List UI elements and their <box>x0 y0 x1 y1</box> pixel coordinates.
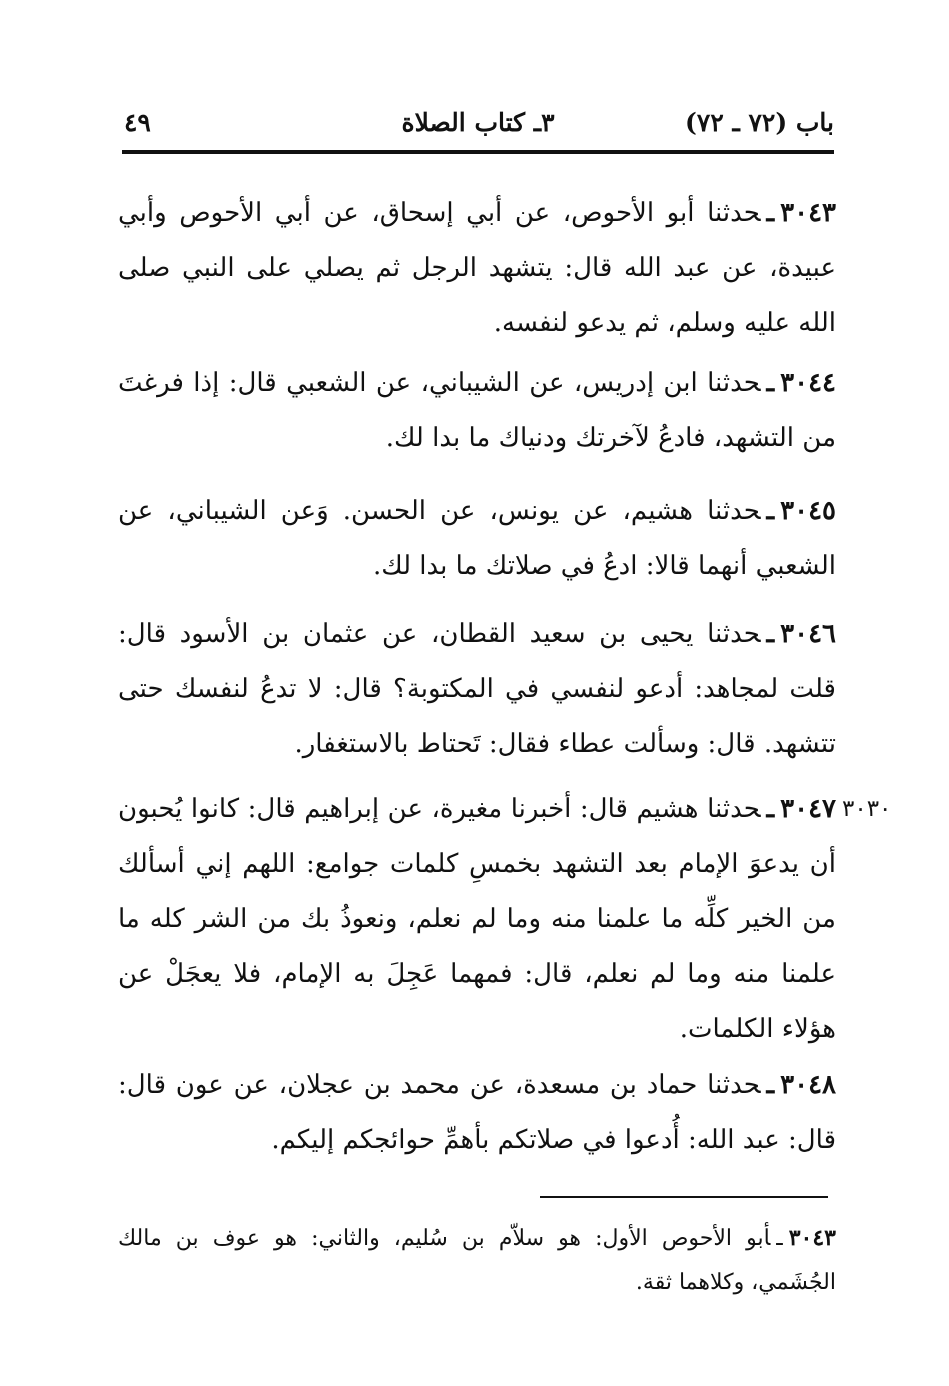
number-dash: ـ <box>766 1070 775 1100</box>
number-dash: ـ <box>766 619 775 649</box>
hadith-text: حدثنا حماد بن مسعدة، عن محمد بن عجلان، عن عون قال: قال: عبد الله: أُدعوا في صلاتكم بأهمِّ حوائجكم إليكم. <box>118 1070 836 1155</box>
hadith-number: ٣٠٤٨ <box>780 1070 836 1100</box>
hadith-entry-3043 <box>118 186 836 351</box>
hadith-text: حدثنا يحيى بن سعيد القطان، عن عثمان بن الأسود قال: قلت لمجاهد: أدعو لنفسي في المكتوبة؟ قال: لا تدعُ لنفسك حتى تتشهد. قال: وسألت عطاء فقال: تَحتاط بالاستغفار. <box>118 619 836 759</box>
hadith-number: ٣٠٤٧ <box>780 794 836 824</box>
footnote-text: أبو الأحوص الأول: هو سلاّم بن سُليم، والثاني: هو عوف بن مالك الجُشَمي، وكلاهما ثقة. <box>118 1226 836 1295</box>
hadith-text: حدثنا هشيم قال: أخبرنا مغيرة، عن إبراهيم قال: كانوا يُحبون أن يدعوَ الإمام بعد التشهد بخمسِ كلمات جوامع: اللهم إني أسألك من الخير كلِّه ما علمنا منه وما لم نعلم، ونعوذُ بك من الشر كله ما علمنا منه وما لم نعلم، قال: فمهما عَجِلَ به الإمام، فلا يعجَلْ عن هؤلاء الكلمات. <box>118 794 836 1044</box>
footnote-rule <box>540 1196 828 1198</box>
number-dash: ـ <box>766 496 775 526</box>
page-number: ٤٩ <box>124 108 151 137</box>
hadith-number: ٣٠٤٤ <box>780 368 836 398</box>
hadith-number: ٣٠٤٣ <box>780 198 836 228</box>
hadith-number: ٣٠٤٦ <box>780 619 836 649</box>
hadith-entry-3046 <box>118 607 836 772</box>
page-header <box>122 108 834 148</box>
margin-reference-number: ٣٠٣٠ <box>842 796 892 822</box>
hadith-text: حدثنا ابن إدريس، عن الشيباني، عن الشعبي قال: إذا فرغتَ من التشهد، فادعُ لآخرتك ودنياك ما بدا لك. <box>118 368 836 453</box>
footnote-number: ٣٠٤٣ <box>788 1225 836 1251</box>
number-dash: ـ <box>766 198 775 228</box>
number-dash: ـ <box>776 1226 783 1251</box>
hadith-entry-3048 <box>118 1058 836 1168</box>
hadith-number: ٣٠٤٥ <box>780 496 836 526</box>
hadith-text: حدثنا هشيم، عن يونس، عن الحسن. وَعن الشيباني، عن الشعبي أنهما قالا: ادعُ في صلاتك ما بدا لك. <box>118 496 836 581</box>
number-dash: ـ <box>766 794 775 824</box>
header-rule <box>122 150 834 154</box>
hadith-entry-3047 <box>118 782 836 1057</box>
number-dash: ـ <box>766 368 775 398</box>
hadith-entry-3045 <box>118 484 836 594</box>
footnote <box>118 1216 836 1305</box>
hadith-entry-3044 <box>118 356 836 466</box>
book-title: ٣ـ كتاب الصلاة <box>401 108 555 137</box>
chapter-heading: باب (٧٢ ـ ٧٢) <box>685 108 834 137</box>
hadith-text: حدثنا أبو الأحوص، عن أبي إسحاق، عن أبي الأحوص وأبي عبيدة، عن عبد الله قال: يتشهد الرجل ثم يصلي على النبي صلى الله عليه وسلم، ثم يدعو لنفسه. <box>118 198 836 338</box>
